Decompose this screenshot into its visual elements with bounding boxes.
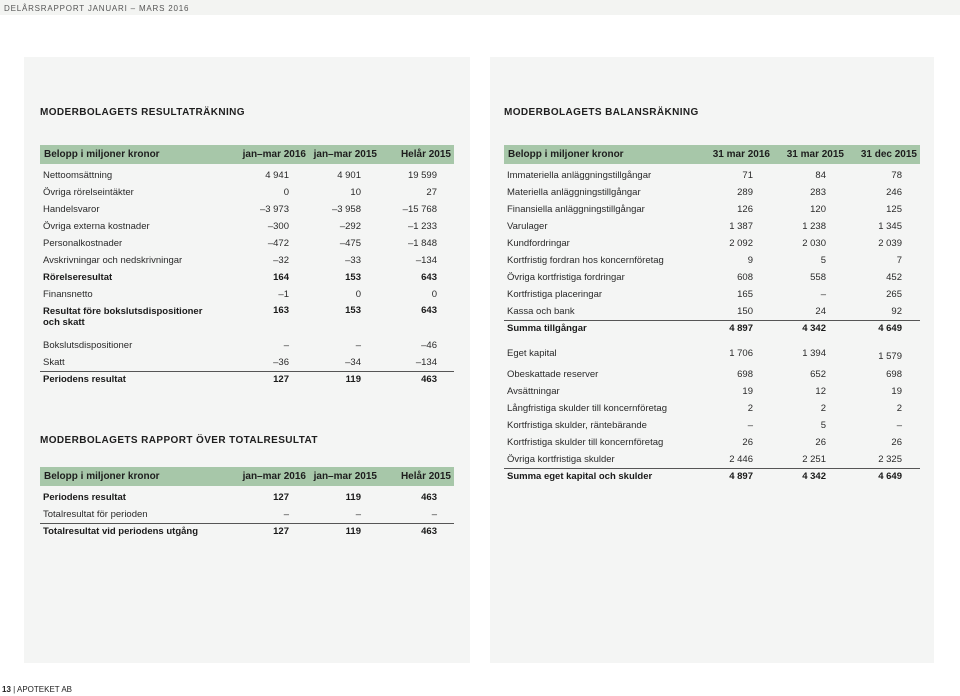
row-value-col-3: 27: [426, 187, 437, 198]
row-value-col-3: 78: [891, 170, 902, 181]
row-label: Totalresultat vid periodens utgång: [43, 526, 199, 537]
row-value-col-2: –475: [339, 238, 361, 249]
table-row: [40, 286, 454, 303]
row-value-col-2: 153: [345, 272, 361, 283]
row-value-col-1: –300: [267, 221, 289, 232]
row-value-col-3: 246: [886, 187, 902, 198]
row-value-col-1: 165: [737, 289, 753, 300]
row-value-col-2: –: [355, 340, 361, 351]
row-label: Rörelseresultat: [43, 272, 113, 283]
row-value-col-1: 289: [737, 187, 753, 198]
row-label: Bokslutsdispositioner: [43, 340, 133, 351]
row-value-col-3: 26: [891, 437, 902, 448]
row-label: Periodens resultat: [43, 492, 126, 503]
row-value-col-2: 2 251: [802, 454, 826, 465]
row-value-col-2: 10: [350, 187, 361, 198]
row-label: Finansnetto: [43, 289, 93, 300]
row-value-col-2: 1 238: [802, 221, 826, 232]
table-row: [40, 269, 454, 286]
row-value-col-1: 2: [747, 403, 753, 414]
table-row: [504, 303, 920, 321]
table-row: [40, 354, 454, 372]
row-value-col-2: 2: [820, 403, 826, 414]
table-row: [504, 417, 920, 434]
row-label: Resultat före bokslutsdispositioner: [43, 306, 203, 317]
row-value-col-1: 127: [273, 492, 289, 503]
row-label: Övriga kortfristiga fordringar: [507, 272, 625, 283]
table-row: [504, 366, 920, 383]
row-label: Periodens resultat: [43, 374, 126, 385]
table-row: [504, 167, 920, 184]
balance-col-label: Belopp i miljoner kronor: [508, 149, 624, 160]
row-label: Avskrivningar och nedskrivningar: [43, 255, 183, 266]
row-label: Varulager: [507, 221, 548, 232]
row-value-col-1: –: [747, 420, 753, 431]
row-value-col-1: 4 897: [729, 323, 753, 334]
footer-divider: |: [13, 685, 16, 694]
row-value-col-3: 1 579: [878, 351, 902, 362]
row-label: Immateriella anläggningstillgångar: [507, 170, 652, 181]
comprehensive-col-3: Helår 2015: [400, 471, 451, 482]
row-value-col-1: 4 897: [729, 471, 753, 482]
row-value-col-2: 4 901: [337, 170, 361, 181]
table-row: [504, 434, 920, 451]
row-value-col-1: 1 706: [729, 348, 753, 359]
row-value-col-2: –34: [345, 357, 361, 368]
row-value-col-2: 119: [345, 492, 361, 503]
row-value-col-3: 4 649: [878, 323, 902, 334]
row-value-col-1: –32: [273, 255, 289, 266]
row-label: Kundfordringar: [507, 238, 570, 249]
page-footer: [0, 685, 72, 696]
row-value-col-3: –46: [421, 340, 437, 351]
row-label: Summa eget kapital och skulder: [507, 471, 653, 482]
row-value-col-3: 452: [886, 272, 902, 283]
row-value-col-1: 26: [742, 437, 753, 448]
table-row: [504, 218, 920, 235]
table-row: [504, 345, 920, 364]
table-row: [40, 337, 454, 354]
report-header: DELÅRSRAPPORT JANUARI – MARS 2016: [0, 0, 960, 15]
row-value-col-1: 0: [283, 187, 289, 198]
row-value-col-2: –33: [345, 255, 361, 266]
table-row: [504, 451, 920, 469]
row-value-col-2: 12: [815, 386, 826, 397]
table-row: [40, 303, 454, 335]
row-value-col-2: 24: [815, 306, 826, 317]
row-value-col-2: 119: [345, 526, 361, 537]
row-value-col-3: 7: [896, 255, 902, 266]
row-label: Övriga rörelseintäkter: [43, 187, 134, 198]
row-label: Övriga externa kostnader: [43, 221, 150, 232]
footer-company: APOTEKET AB: [17, 685, 72, 694]
table-row: [504, 235, 920, 252]
row-value-col-2: 5: [820, 255, 826, 266]
comprehensive-table-header: [40, 467, 454, 486]
row-label: Kortfristiga skulder, räntebärande: [507, 420, 647, 431]
comprehensive-col-label: Belopp i miljoner kronor: [44, 471, 160, 482]
row-value-col-3: 698: [886, 369, 902, 380]
row-label: Avsättningar: [507, 386, 560, 397]
table-row: [40, 167, 454, 184]
row-value-col-1: –: [283, 509, 289, 520]
row-value-col-1: 608: [737, 272, 753, 283]
row-label: Handelsvaror: [43, 204, 100, 215]
row-value-col-2: 119: [345, 374, 361, 385]
right-panel: [490, 57, 934, 663]
balance-table-header: [504, 145, 920, 164]
balance-col-2: 31 mar 2015: [786, 149, 844, 160]
row-value-col-2: 4 342: [802, 471, 826, 482]
table-row: [40, 371, 454, 388]
row-value-col-2: 0: [355, 289, 361, 300]
row-value-col-2: –3 958: [331, 204, 361, 215]
row-value-col-3: 1 345: [878, 221, 902, 232]
row-value-col-2: 153: [345, 305, 361, 316]
row-value-col-1: 19: [742, 386, 753, 397]
row-label: Materiella anläggningstillgångar: [507, 187, 641, 198]
row-value-col-1: –: [283, 340, 289, 351]
row-value-col-3: 92: [891, 306, 902, 317]
row-value-col-1: 163: [273, 305, 289, 316]
row-value-col-1: 2 092: [729, 238, 753, 249]
row-label: Kortfristiga skulder till koncernföretag: [507, 437, 664, 448]
row-value-col-3: 265: [886, 289, 902, 300]
row-value-col-3: 2 039: [878, 238, 902, 249]
row-value-col-1: –3 973: [259, 204, 289, 215]
row-value-col-3: 2 325: [878, 454, 902, 465]
table-row: [40, 218, 454, 235]
row-value-col-1: 2 446: [729, 454, 753, 465]
row-value-col-3: 0: [431, 289, 437, 300]
row-value-col-2: 26: [815, 437, 826, 448]
row-value-col-1: 150: [737, 306, 753, 317]
row-value-col-1: 126: [737, 204, 753, 215]
row-value-col-3: –: [431, 509, 437, 520]
row-label: Kortfristig fordran hos koncernföretag: [507, 255, 664, 266]
row-label: Kortfristiga placeringar: [507, 289, 603, 300]
balance-col-3: 31 dec 2015: [860, 149, 917, 160]
table-row: [40, 235, 454, 252]
row-label-continued: och skatt: [43, 317, 85, 328]
row-value-col-1: 698: [737, 369, 753, 380]
table-row: [40, 252, 454, 269]
table-row: [40, 489, 454, 506]
row-value-col-1: 1 387: [729, 221, 753, 232]
row-value-col-3: 2: [896, 403, 902, 414]
row-value-col-2: 84: [815, 170, 826, 181]
table-row: [504, 383, 920, 400]
table-row: [40, 506, 454, 524]
row-value-col-2: 120: [810, 204, 826, 215]
row-value-col-1: 164: [273, 272, 289, 283]
row-value-col-1: –36: [273, 357, 289, 368]
row-value-col-2: 4 342: [802, 323, 826, 334]
row-value-col-2: 1 394: [802, 348, 826, 359]
comprehensive-col-2: jan–mar 2015: [313, 471, 377, 482]
row-value-col-2: 5: [820, 420, 826, 431]
row-label: Nettoomsättning: [43, 170, 113, 181]
row-value-col-3: –134: [415, 255, 437, 266]
table-row: [504, 286, 920, 303]
row-value-col-1: 4 941: [265, 170, 289, 181]
row-label: Personalkostnader: [43, 238, 123, 249]
table-row: [504, 252, 920, 269]
row-value-col-2: –: [820, 289, 826, 300]
table-row: [40, 184, 454, 201]
row-value-col-3: 463: [421, 492, 437, 503]
row-value-col-1: 71: [742, 170, 753, 181]
table-row: [504, 201, 920, 218]
row-value-col-3: 463: [421, 374, 437, 385]
row-value-col-1: 127: [273, 526, 289, 537]
row-value-col-3: –: [896, 420, 902, 431]
balance-sheet-title: MODERBOLAGETS BALANSRÄKNING: [504, 107, 699, 118]
row-value-col-3: –1 233: [407, 221, 437, 232]
row-value-col-2: –: [355, 509, 361, 520]
income-col-1: jan–mar 2016: [242, 149, 306, 160]
row-label: Långfristiga skulder till koncernföretag: [507, 403, 668, 414]
table-row: [40, 201, 454, 218]
row-label: Eget kapital: [507, 348, 557, 359]
row-value-col-1: –1: [278, 289, 289, 300]
row-value-col-2: 558: [810, 272, 826, 283]
row-label: Summa tillgångar: [507, 323, 587, 334]
table-row: [504, 320, 920, 337]
row-value-col-3: 643: [421, 272, 437, 283]
row-value-col-1: 9: [747, 255, 753, 266]
row-value-col-3: –15 768: [402, 204, 437, 215]
row-value-col-2: –292: [339, 221, 361, 232]
table-row: [504, 269, 920, 286]
left-panel: [24, 57, 470, 663]
comprehensive-col-1: jan–mar 2016: [242, 471, 306, 482]
balance-col-1: 31 mar 2016: [712, 149, 770, 160]
row-value-col-3: 463: [421, 526, 437, 537]
income-col-label: Belopp i miljoner kronor: [44, 149, 160, 160]
row-label: Totalresultat för perioden: [43, 509, 148, 520]
row-label: Finansiella anläggningstillgångar: [507, 204, 645, 215]
income-col-3: Helår 2015: [400, 149, 451, 160]
row-value-col-3: 643: [421, 305, 437, 316]
row-value-col-3: –1 848: [407, 238, 437, 249]
table-row: [504, 400, 920, 417]
row-label: Obeskattade reserver: [507, 369, 599, 380]
row-value-col-3: –134: [415, 357, 437, 368]
row-label: Övriga kortfristiga skulder: [507, 454, 615, 465]
row-label: Kassa och bank: [507, 306, 575, 317]
row-value-col-2: 652: [810, 369, 826, 380]
row-value-col-3: 4 649: [878, 471, 902, 482]
income-statement-title: MODERBOLAGETS RESULTATRÄKNING: [40, 107, 245, 118]
income-col-2: jan–mar 2015: [313, 149, 377, 160]
row-value-col-2: 283: [810, 187, 826, 198]
row-value-col-1: 127: [273, 374, 289, 385]
table-row: [504, 184, 920, 201]
row-value-col-3: 19 599: [407, 170, 437, 181]
page-number: 13: [2, 685, 11, 694]
row-value-col-1: –472: [267, 238, 289, 249]
comprehensive-income-title: MODERBOLAGETS RAPPORT ÖVER TOTALRESULTAT: [40, 435, 318, 446]
income-table-header: [40, 145, 454, 164]
row-label: Skatt: [43, 357, 65, 368]
row-value-col-3: 19: [891, 386, 902, 397]
table-row: [40, 523, 454, 540]
table-row: [504, 468, 920, 485]
row-value-col-2: 2 030: [802, 238, 826, 249]
row-value-col-3: 125: [886, 204, 902, 215]
